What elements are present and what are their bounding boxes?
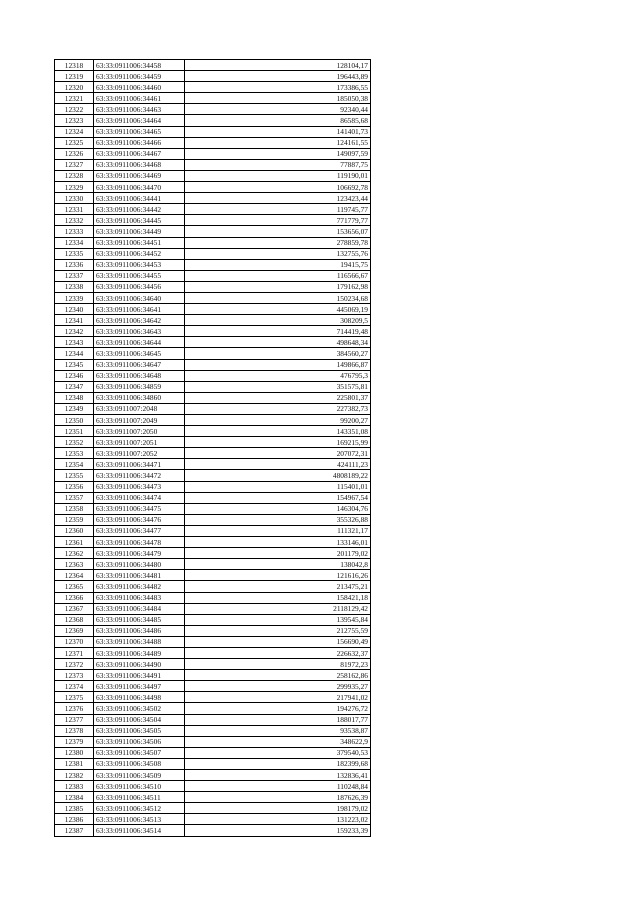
table-row (55, 781, 371, 792)
row-number-cell: 12386 (55, 814, 94, 825)
row-number-cell: 12337 (55, 270, 94, 281)
value-cell: 217941,02 (185, 692, 371, 703)
cadastral-number-cell: 63:33:0911007:2050 (94, 426, 185, 437)
table-row (55, 537, 371, 548)
table-row (55, 692, 371, 703)
value-cell: 226632,37 (185, 647, 371, 658)
cadastral-number-cell: 63:33:0911006:34460 (94, 82, 185, 93)
table-row (55, 559, 371, 570)
cadastral-number-cell: 63:33:0911006:34464 (94, 115, 185, 126)
row-number-cell: 12378 (55, 725, 94, 736)
row-number-cell: 12336 (55, 259, 94, 270)
table-row (55, 670, 371, 681)
row-number-cell: 12383 (55, 781, 94, 792)
table-row (55, 182, 371, 193)
cadastral-number-cell: 63:33:0911006:34486 (94, 625, 185, 636)
cadastral-number-cell: 63:33:0911006:34445 (94, 215, 185, 226)
value-cell: 169215,99 (185, 437, 371, 448)
value-cell: 196443,89 (185, 71, 371, 82)
value-cell: 123423,44 (185, 193, 371, 204)
row-number-cell: 12373 (55, 670, 94, 681)
table-row (55, 548, 371, 559)
table-row (55, 370, 371, 381)
row-number-cell: 12322 (55, 104, 94, 115)
row-number-cell: 12328 (55, 170, 94, 181)
value-cell: 424111,23 (185, 459, 371, 470)
cadastral-number-cell: 63:33:0911006:34469 (94, 170, 185, 181)
row-number-cell: 12358 (55, 503, 94, 514)
cadastral-number-cell: 63:33:0911006:34647 (94, 359, 185, 370)
value-cell: 141401,73 (185, 126, 371, 137)
table-row (55, 403, 371, 414)
cadastral-number-cell: 63:33:0911007:2049 (94, 415, 185, 426)
cadastral-number-cell: 63:33:0911006:34482 (94, 581, 185, 592)
row-number-cell: 12371 (55, 647, 94, 658)
table-row (55, 470, 371, 481)
cadastral-number-cell: 63:33:0911006:34449 (94, 226, 185, 237)
value-cell: 308209,5 (185, 315, 371, 326)
table-row (55, 126, 371, 137)
table-row (55, 614, 371, 625)
value-cell: 207072,31 (185, 448, 371, 459)
value-cell: 156690,49 (185, 636, 371, 647)
row-number-cell: 12353 (55, 448, 94, 459)
value-cell: 77887,75 (185, 159, 371, 170)
table-row (55, 437, 371, 448)
row-number-cell: 12346 (55, 370, 94, 381)
cadastral-number-cell: 63:33:0911006:34513 (94, 814, 185, 825)
value-cell: 213475,21 (185, 581, 371, 592)
value-cell: 299935,27 (185, 681, 371, 692)
cadastral-number-cell: 63:33:0911006:34490 (94, 659, 185, 670)
cadastral-number-cell: 63:33:0911006:34510 (94, 781, 185, 792)
table-row (55, 481, 371, 492)
cadastral-number-cell: 63:33:0911006:34498 (94, 692, 185, 703)
row-number-cell: 12320 (55, 82, 94, 93)
cadastral-number-cell: 63:33:0911006:34508 (94, 758, 185, 769)
row-number-cell: 12330 (55, 193, 94, 204)
value-cell: 119190,01 (185, 170, 371, 181)
table-row (55, 170, 371, 181)
row-number-cell: 12365 (55, 581, 94, 592)
cadastral-number-cell: 63:33:0911006:34456 (94, 281, 185, 292)
row-number-cell: 12384 (55, 792, 94, 803)
value-cell: 714419,48 (185, 326, 371, 337)
table-row (55, 60, 371, 71)
value-cell: 348622,9 (185, 736, 371, 747)
table-row (55, 259, 371, 270)
row-number-cell: 12359 (55, 514, 94, 525)
row-number-cell: 12319 (55, 71, 94, 82)
row-number-cell: 12344 (55, 348, 94, 359)
table-row (55, 215, 371, 226)
value-cell: 351575,81 (185, 381, 371, 392)
table-row (55, 226, 371, 237)
table-row (55, 825, 371, 836)
cadastral-number-cell: 63:33:0911006:34476 (94, 514, 185, 525)
value-cell: 179162,98 (185, 281, 371, 292)
row-number-cell: 12350 (55, 415, 94, 426)
cadastral-number-cell: 63:33:0911006:34467 (94, 148, 185, 159)
cadastral-number-cell: 63:33:0911006:34484 (94, 603, 185, 614)
row-number-cell: 12381 (55, 758, 94, 769)
value-cell: 498648,34 (185, 337, 371, 348)
row-number-cell: 12339 (55, 292, 94, 303)
cadastral-number-cell: 63:33:0911006:34442 (94, 204, 185, 215)
row-number-cell: 12362 (55, 548, 94, 559)
cadastral-number-cell: 63:33:0911006:34455 (94, 270, 185, 281)
table-row (55, 359, 371, 370)
value-cell: 132836,41 (185, 770, 371, 781)
cadastral-number-cell: 63:33:0911006:34477 (94, 525, 185, 536)
cadastral-number-cell: 63:33:0911006:34640 (94, 292, 185, 303)
cadastral-number-cell: 63:33:0911006:34472 (94, 470, 185, 481)
cadastral-number-cell: 63:33:0911006:34461 (94, 93, 185, 104)
value-cell: 201179,02 (185, 548, 371, 559)
row-number-cell: 12382 (55, 770, 94, 781)
table-row (55, 337, 371, 348)
row-number-cell: 12375 (55, 692, 94, 703)
cadastral-number-cell: 63:33:0911006:34452 (94, 248, 185, 259)
cadastral-number-cell: 63:33:0911006:34465 (94, 126, 185, 137)
row-number-cell: 12374 (55, 681, 94, 692)
cadastral-number-cell: 63:33:0911007:2048 (94, 403, 185, 414)
value-cell: 150234,68 (185, 292, 371, 303)
row-number-cell: 12385 (55, 803, 94, 814)
row-number-cell: 12327 (55, 159, 94, 170)
row-number-cell: 12377 (55, 714, 94, 725)
cadastral-number-cell: 63:33:0911006:34648 (94, 370, 185, 381)
table-row (55, 770, 371, 781)
table-row (55, 148, 371, 159)
row-number-cell: 12351 (55, 426, 94, 437)
row-number-cell: 12318 (55, 60, 94, 71)
table-body (55, 60, 371, 837)
table-row (55, 814, 371, 825)
cadastral-number-cell: 63:33:0911006:34645 (94, 348, 185, 359)
cadastral-number-cell: 63:33:0911006:34471 (94, 459, 185, 470)
value-cell: 138042,8 (185, 559, 371, 570)
table-row (55, 792, 371, 803)
table-row (55, 570, 371, 581)
value-cell: 158421,18 (185, 592, 371, 603)
value-cell: 19415,75 (185, 259, 371, 270)
value-cell: 116566,67 (185, 270, 371, 281)
cadastral-number-cell: 63:33:0911006:34451 (94, 237, 185, 248)
value-cell: 124161,55 (185, 137, 371, 148)
table-row (55, 281, 371, 292)
table-row (55, 392, 371, 403)
cadastral-number-cell: 63:33:0911006:34507 (94, 747, 185, 758)
table-row (55, 326, 371, 337)
table-row (55, 503, 371, 514)
cadastral-number-cell: 63:33:0911006:34459 (94, 71, 185, 82)
row-number-cell: 12347 (55, 381, 94, 392)
row-number-cell: 12372 (55, 659, 94, 670)
cadastral-number-cell: 63:33:0911006:34474 (94, 492, 185, 503)
row-number-cell: 12364 (55, 570, 94, 581)
row-number-cell: 12340 (55, 304, 94, 315)
row-number-cell: 12325 (55, 137, 94, 148)
cadastral-number-cell: 63:33:0911006:34466 (94, 137, 185, 148)
table-row (55, 348, 371, 359)
value-cell: 198179,02 (185, 803, 371, 814)
table-row (55, 758, 371, 769)
cadastral-number-cell: 63:33:0911006:34644 (94, 337, 185, 348)
row-number-cell: 12323 (55, 115, 94, 126)
table-row (55, 525, 371, 536)
value-cell: 111321,17 (185, 525, 371, 536)
row-number-cell: 12348 (55, 392, 94, 403)
row-number-cell: 12331 (55, 204, 94, 215)
value-cell: 225801,37 (185, 392, 371, 403)
value-cell: 99200,27 (185, 415, 371, 426)
cadastral-number-cell: 63:33:0911006:34463 (94, 104, 185, 115)
value-cell: 106692,78 (185, 182, 371, 193)
cadastral-number-cell: 63:33:0911006:34483 (94, 592, 185, 603)
value-cell: 771779,77 (185, 215, 371, 226)
table-row (55, 725, 371, 736)
row-number-cell: 12342 (55, 326, 94, 337)
value-cell: 149097,59 (185, 148, 371, 159)
value-cell: 139545,84 (185, 614, 371, 625)
row-number-cell: 12387 (55, 825, 94, 836)
row-number-cell: 12343 (55, 337, 94, 348)
value-cell: 154967,54 (185, 492, 371, 503)
cadastral-number-cell: 63:33:0911006:34480 (94, 559, 185, 570)
row-number-cell: 12326 (55, 148, 94, 159)
cadastral-number-cell: 63:33:0911006:34489 (94, 647, 185, 658)
table-row (55, 159, 371, 170)
cadastral-number-cell: 63:33:0911006:34497 (94, 681, 185, 692)
row-number-cell: 12332 (55, 215, 94, 226)
table-row (55, 193, 371, 204)
value-cell: 86585,68 (185, 115, 371, 126)
table-row (55, 647, 371, 658)
cadastral-number-cell: 63:33:0911007:2052 (94, 448, 185, 459)
table-row (55, 581, 371, 592)
value-cell: 445069,19 (185, 304, 371, 315)
row-number-cell: 12334 (55, 237, 94, 248)
value-cell: 173386,55 (185, 82, 371, 93)
value-cell: 212755,59 (185, 625, 371, 636)
row-number-cell: 12357 (55, 492, 94, 503)
cadastral-number-cell: 63:33:0911006:34468 (94, 159, 185, 170)
row-number-cell: 12333 (55, 226, 94, 237)
table-row (55, 381, 371, 392)
row-number-cell: 12363 (55, 559, 94, 570)
table-row (55, 659, 371, 670)
row-number-cell: 12354 (55, 459, 94, 470)
row-number-cell: 12335 (55, 248, 94, 259)
table-row (55, 270, 371, 281)
row-number-cell: 12376 (55, 703, 94, 714)
table-row (55, 514, 371, 525)
row-number-cell: 12368 (55, 614, 94, 625)
cadastral-number-cell: 63:33:0911006:34859 (94, 381, 185, 392)
value-cell: 182399,68 (185, 758, 371, 769)
table-row (55, 459, 371, 470)
cadastral-number-cell: 63:33:0911006:34458 (94, 60, 185, 71)
cadastral-number-cell: 63:33:0911006:34470 (94, 182, 185, 193)
cadastral-number-cell: 63:33:0911006:34481 (94, 570, 185, 581)
value-cell: 153656,07 (185, 226, 371, 237)
table-row (55, 237, 371, 248)
value-cell: 131223,02 (185, 814, 371, 825)
cadastral-number-cell: 63:33:0911006:34478 (94, 537, 185, 548)
cadastral-number-cell: 63:33:0911006:34485 (94, 614, 185, 625)
row-number-cell: 12349 (55, 403, 94, 414)
value-cell: 187626,39 (185, 792, 371, 803)
row-number-cell: 12321 (55, 93, 94, 104)
value-cell: 185050,38 (185, 93, 371, 104)
cadastral-number-cell: 63:33:0911006:34506 (94, 736, 185, 747)
table-row (55, 714, 371, 725)
cadastral-number-cell: 63:33:0911006:34504 (94, 714, 185, 725)
row-number-cell: 12324 (55, 126, 94, 137)
table-row (55, 681, 371, 692)
row-number-cell: 12352 (55, 437, 94, 448)
value-cell: 149866,87 (185, 359, 371, 370)
value-cell: 110248,84 (185, 781, 371, 792)
table-row (55, 104, 371, 115)
table-row (55, 82, 371, 93)
cadastral-number-cell: 63:33:0911006:34491 (94, 670, 185, 681)
value-cell: 119745,77 (185, 204, 371, 215)
value-cell: 132755,76 (185, 248, 371, 259)
table-row (55, 603, 371, 614)
row-number-cell: 12367 (55, 603, 94, 614)
value-cell: 188017,77 (185, 714, 371, 725)
value-cell: 278859,78 (185, 237, 371, 248)
cadastral-number-cell: 63:33:0911006:34502 (94, 703, 185, 714)
table-row (55, 736, 371, 747)
row-number-cell: 12345 (55, 359, 94, 370)
value-cell: 92340,44 (185, 104, 371, 115)
table-row (55, 492, 371, 503)
row-number-cell: 12361 (55, 537, 94, 548)
value-cell: 2118129,42 (185, 603, 371, 614)
row-number-cell: 12341 (55, 315, 94, 326)
row-number-cell: 12366 (55, 592, 94, 603)
cadastral-number-cell: 63:33:0911006:34860 (94, 392, 185, 403)
value-cell: 227382,73 (185, 403, 371, 414)
row-number-cell: 12370 (55, 636, 94, 647)
row-number-cell: 12356 (55, 481, 94, 492)
cadastral-number-cell: 63:33:0911006:34641 (94, 304, 185, 315)
table-row (55, 747, 371, 758)
cadastral-number-cell: 63:33:0911006:34488 (94, 636, 185, 647)
value-cell: 379540,53 (185, 747, 371, 758)
cadastral-number-cell: 63:33:0911006:34642 (94, 315, 185, 326)
table-row (55, 426, 371, 437)
table-row (55, 204, 371, 215)
table-row (55, 71, 371, 82)
cadastral-number-cell: 63:33:0911006:34479 (94, 548, 185, 559)
row-number-cell: 12355 (55, 470, 94, 481)
table-row (55, 636, 371, 647)
cadastral-number-cell: 63:33:0911006:34475 (94, 503, 185, 514)
cadastral-number-cell: 63:33:0911006:34643 (94, 326, 185, 337)
table-row (55, 292, 371, 303)
row-number-cell: 12369 (55, 625, 94, 636)
table-row (55, 115, 371, 126)
table-row (55, 93, 371, 104)
value-cell: 476795,3 (185, 370, 371, 381)
table-row (55, 592, 371, 603)
row-number-cell: 12360 (55, 525, 94, 536)
value-cell: 159233,39 (185, 825, 371, 836)
table-row (55, 415, 371, 426)
table-row (55, 448, 371, 459)
row-number-cell: 12329 (55, 182, 94, 193)
cadastral-value-table (54, 59, 371, 837)
cadastral-number-cell: 63:33:0911006:34505 (94, 725, 185, 736)
value-cell: 146304,76 (185, 503, 371, 514)
cadastral-number-cell: 63:33:0911006:34473 (94, 481, 185, 492)
value-cell: 115401,01 (185, 481, 371, 492)
cadastral-number-cell: 63:33:0911007:2051 (94, 437, 185, 448)
value-cell: 4808189,22 (185, 470, 371, 481)
row-number-cell: 12338 (55, 281, 94, 292)
table-row (55, 304, 371, 315)
value-cell: 194276,72 (185, 703, 371, 714)
cadastral-number-cell: 63:33:0911006:34511 (94, 792, 185, 803)
cadastral-number-cell: 63:33:0911006:34453 (94, 259, 185, 270)
value-cell: 81972,23 (185, 659, 371, 670)
cadastral-number-cell: 63:33:0911006:34441 (94, 193, 185, 204)
value-cell: 93538,87 (185, 725, 371, 736)
cadastral-number-cell: 63:33:0911006:34509 (94, 770, 185, 781)
value-cell: 384560,27 (185, 348, 371, 359)
value-cell: 258162,86 (185, 670, 371, 681)
value-cell: 355326,88 (185, 514, 371, 525)
value-cell: 143351,08 (185, 426, 371, 437)
table-row (55, 248, 371, 259)
table-row (55, 137, 371, 148)
value-cell: 128104,17 (185, 60, 371, 71)
row-number-cell: 12379 (55, 736, 94, 747)
value-cell: 133146,01 (185, 537, 371, 548)
table-row (55, 803, 371, 814)
value-cell: 121616,26 (185, 570, 371, 581)
cadastral-number-cell: 63:33:0911006:34512 (94, 803, 185, 814)
cadastral-number-cell: 63:33:0911006:34514 (94, 825, 185, 836)
table-row (55, 315, 371, 326)
row-number-cell: 12380 (55, 747, 94, 758)
table-row (55, 625, 371, 636)
table-row (55, 703, 371, 714)
